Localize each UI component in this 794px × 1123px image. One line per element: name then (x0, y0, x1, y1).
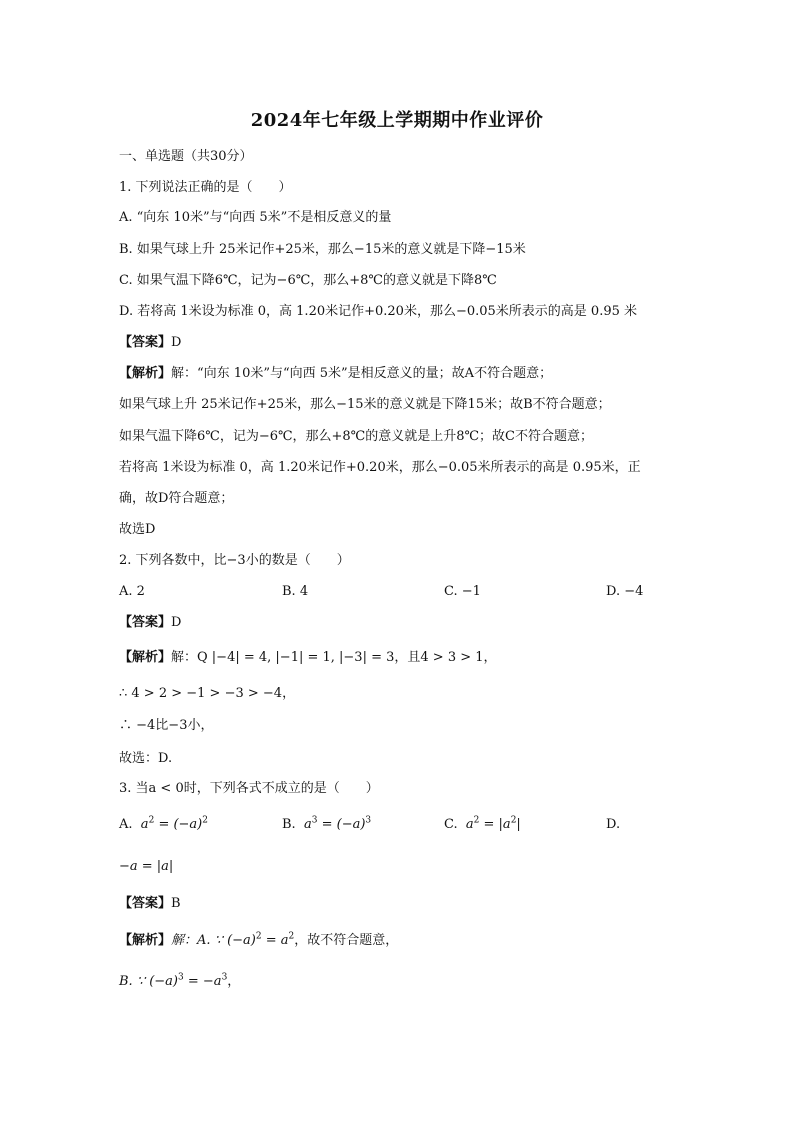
q3-option-c: C. $a^2 = |a^2|$ (444, 815, 521, 832)
q1-option-c: C. 如果气温下降6℃，记为−6℃，那么+8℃的意义就是下降8℃ (119, 273, 497, 288)
analysis-label: 【解析】 (119, 366, 172, 381)
q3-stem: 3. 当a < 0时，下列各式不成立的是（ ） (119, 781, 379, 796)
q2-analysis-line: ∴ −4比−3小， (119, 718, 214, 733)
answer-value: B (171, 896, 181, 911)
q1-analysis-line: 若将高 1米设为标准 0，高 1.20米记作+0.20米，那么−0.05米所表示的高是 0.95米，正 (119, 460, 641, 475)
q1-analysis-line: 故选D (119, 522, 156, 537)
q1-option-b: B. 如果气球上升 25米记作+25米，那么−15米的意义就是下降−15米 (119, 242, 526, 257)
q1-analysis-line: 如果气温下降6℃，记为−6℃，那么+8℃的意义就是上升8℃；故C不符合题意； (119, 429, 593, 444)
q3-option-d-expr: −a = |a| (119, 859, 174, 874)
q2-analysis-line: 故选：D. (119, 751, 173, 766)
q3-analysis-line: B. ∵ $(-a)^3 = -a^3$， (119, 972, 241, 989)
answer-label: 【答案】 (119, 896, 172, 911)
q1-stem: 1. 下列说法正确的是（ ） (119, 180, 292, 195)
q1-option-d: D. 若将高 1米设为标准 0，高 1.20米记作+0.20米，那么−0.05米所表示的高是 0.95 米 (119, 304, 637, 319)
answer-value: D (171, 615, 182, 630)
section-heading: 一、单选题（共30分） (119, 149, 253, 164)
analysis-label: 【解析】 (119, 933, 172, 948)
q1-analysis-line: 确，故D符合题意； (119, 491, 234, 506)
analysis-text: 解：“向东 10米”与“向西 5米”是相反意义的量；故A不符合题意； (171, 366, 553, 381)
answer-label: 【答案】 (119, 335, 172, 350)
q3-answer (119, 894, 181, 914)
q2-option-a: A. 2 (119, 584, 145, 599)
q3-option-d: D. (606, 817, 621, 832)
q2-stem: 2. 下列各数中，比−3小的数是（ ） (119, 553, 350, 568)
q1-analysis-line (119, 364, 552, 384)
q2-analysis-line: ∴ 4 > 2 > −1 > −3 > −4， (119, 686, 296, 701)
q2-option-c: C. −1 (444, 584, 481, 599)
analysis-label: 【解析】 (119, 650, 172, 665)
q3-option-a: A. $a^2 = (-a)^2$ (119, 815, 208, 832)
page-title: 2024年七年级上学期期中作业评价 (250, 110, 544, 131)
answer-label: 【答案】 (119, 615, 172, 630)
analysis-text: 解：Q |−4| = 4, |−1| = 1, |−3| = 3，且4 > 3 > 1， (171, 650, 497, 665)
q1-answer (119, 333, 181, 353)
q2-option-d: D. −4 (606, 584, 644, 599)
q1-analysis-line: 如果气球上升 25米记作+25米，那么−15米的意义就是下降15米；故B不符合题意； (119, 397, 611, 412)
answer-value: D (171, 335, 182, 350)
q2-answer (119, 613, 181, 633)
q1-option-a: A. “向东 10米”与“向西 5米”不是相反意义的量 (119, 210, 392, 225)
q3-option-b: B. $a^3 = (-a)^3$ (282, 815, 372, 832)
q2-option-b: B. 4 (282, 584, 309, 599)
q3-analysis-line: 【解析】解：A. ∵ $(-a)^2 = a^2$，故不符合题意， (119, 931, 399, 948)
q2-analysis-line (119, 648, 497, 668)
